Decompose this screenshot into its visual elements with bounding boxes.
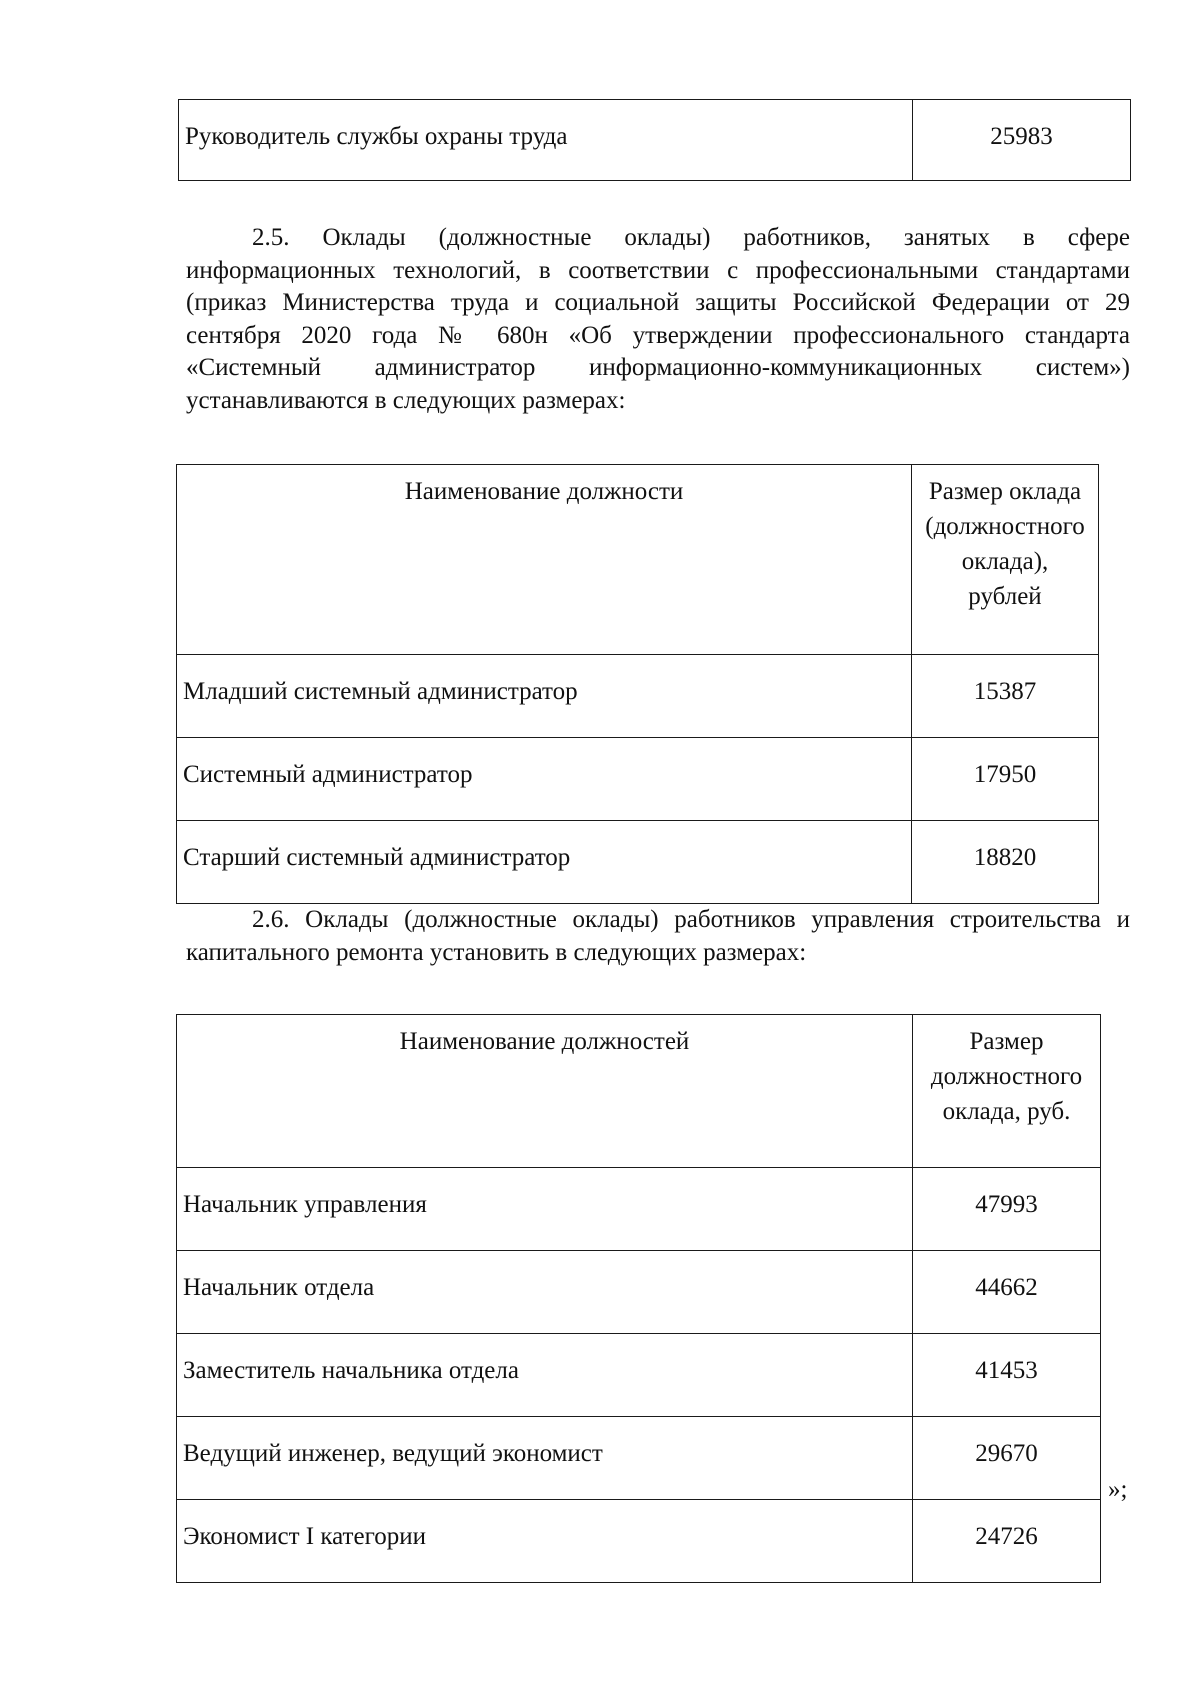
header-line: оклада),: [961, 548, 1049, 575]
table-row: [177, 738, 1099, 821]
table-row: [177, 1500, 1101, 1583]
header-line: должностного: [930, 1063, 1083, 1090]
salary-value: 18820: [912, 821, 1099, 904]
position-name: Заместитель начальника отдела: [177, 1334, 913, 1417]
salary-value: 17950: [912, 738, 1099, 821]
table-row: [179, 100, 1131, 181]
position-name: Системный администратор: [177, 738, 912, 821]
table-row: [177, 1334, 1101, 1417]
table-occupational-safety: [178, 99, 1131, 181]
salary-value: 29670: [913, 1417, 1101, 1500]
column-header-positions: Наименование должностей: [177, 1015, 913, 1168]
salary-value: 41453: [913, 1334, 1101, 1417]
position-name: Начальник управления: [177, 1168, 913, 1251]
position-name: Ведущий инженер, ведущий экономист: [177, 1417, 913, 1500]
header-line: Размер: [969, 1028, 1044, 1055]
table-header-row: [177, 1015, 1101, 1168]
column-header-salary: [913, 1015, 1101, 1168]
table-row: [177, 655, 1099, 738]
header-line: (должностного: [925, 513, 1085, 540]
header-line: Размер оклада: [928, 478, 1082, 505]
position-name: Экономист I категории: [177, 1500, 913, 1583]
salary-value: 44662: [913, 1251, 1101, 1334]
salary-value: 47993: [913, 1168, 1101, 1251]
position-name: Младший системный администратор: [177, 655, 912, 738]
table-construction-salaries: [176, 1014, 1101, 1583]
table-row: [177, 1168, 1101, 1251]
header-line: рублей: [968, 583, 1042, 610]
table-row: [177, 1417, 1101, 1500]
table-row: [177, 1251, 1101, 1334]
table-row: [177, 821, 1099, 904]
header-line: оклада, руб.: [942, 1098, 1071, 1125]
position-name: Старший системный администратор: [177, 821, 912, 904]
position-name: Начальник отдела: [177, 1251, 913, 1334]
salary-value: 24726: [913, 1500, 1101, 1583]
salary-value: 15387: [912, 655, 1099, 738]
position-name: Руководитель службы охраны труда: [179, 100, 913, 181]
column-header-position: Наименование должности: [177, 465, 912, 655]
salary-value: 25983: [913, 100, 1131, 181]
closing-quote-mark: »;: [1108, 1476, 1128, 1503]
table-header-row: [177, 465, 1099, 655]
paragraph-2-6-text: 2.6. Оклады (должностные оклады) работников управления строительства и капитального ремонта установить в следующих размерах:: [186, 906, 1130, 966]
paragraph-2-5-text: 2.5. Оклады (должностные оклады) работников, занятых в сфере информационных технологий, в соответствии с профессиональными стандартами (приказ Министерства труда и социальной защиты Российской Федерации от 29 сентября 2020 года № 680н «Об утверждении профессионального стандарта «Системный администратор информационно-коммуникационных систем») устанавливаются в следующих размерах:: [186, 224, 1130, 414]
column-header-salary: [912, 465, 1099, 655]
paragraph-2-6: [186, 904, 1130, 969]
table-it-salaries: [176, 464, 1099, 904]
paragraph-2-5: [186, 222, 1130, 417]
